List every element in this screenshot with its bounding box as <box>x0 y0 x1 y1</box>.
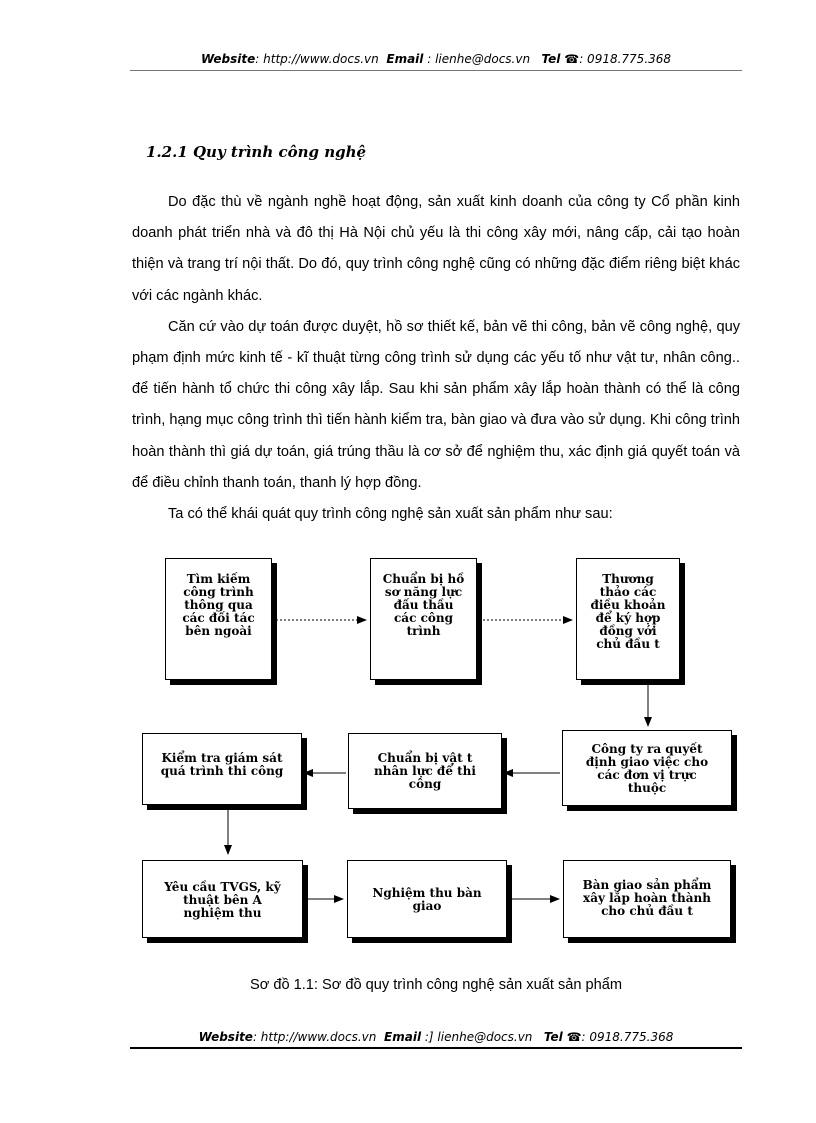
header-email-label: Email <box>386 52 424 66</box>
flow-box-acceptance-handover: Nghiệm thu bàn giao <box>347 860 507 938</box>
phone-icon: ☎ <box>564 52 580 66</box>
header-tel-label: Tel <box>541 52 561 66</box>
body-text <box>132 187 740 530</box>
header-tel-value: : 0918.775.368 <box>579 52 672 66</box>
header-rule <box>130 70 742 71</box>
footer-email-value: :] lienhe@docs.vn <box>424 1030 533 1044</box>
paragraph-2: Căn cứ vào dự toán được duyệt, hồ sơ thiết kế, bản vẽ thi công, bản vẽ công nghệ, quy phạm định mức kinh tế - kĩ thuật từng công trình sử dụng các yếu tố như vật tư, nhân công.. để tiến hành tổ chức thi công xây lắp. Sau khi sản phẩm xây lắp hoàn thành có thể là công trình, hạng mục công trình thì tiến hành kiểm tra, bàn giao và đưa vào sử dụng. Khi công trình hoàn thành thì giá dự toán, giá trúng thầu là cơ sở để nghiệm thu, xác định giá quyết toán và để điều chỉnh thanh toán, thanh lý hợp đồng. <box>132 318 740 491</box>
paragraph-3: Ta có thể khái quát quy trình công nghệ sản xuất sản phẩm như sau: <box>168 506 613 523</box>
footer-rule <box>130 1047 742 1049</box>
flow-box-prepare-bid: Chuẩn bị hồ sơ năng lực đấu thầu các công trình <box>370 558 477 680</box>
flow-box-find-projects: Tìm kiếm công trình thông qua các đối tác bên ngoài <box>165 558 272 680</box>
footer-email-label: Email <box>384 1030 422 1044</box>
flow-box-request-acceptance: Yêu cầu TVGS, kỹ thuật bên A nghiệm thu <box>142 860 303 938</box>
flow-box-assign-work: Công ty ra quyết định giao việc cho các đơn vị trực thuộc <box>562 730 732 806</box>
footer-tel-value: : 0918.775.368 <box>581 1030 674 1044</box>
footer-website-label: Website <box>198 1030 253 1044</box>
paragraph-1: Do đặc thù về ngành nghề hoạt động, sản xuất kinh doanh của công ty Cổ phần kinh doanh phát triển nhà và đô thị Hà Nội chủ yếu là thi công xây mới, nâng cấp, cải tạo hoàn thiện và trang trí nội thất. Do đó, quy trình công nghệ cũng có những đặc điểm riêng biệt khác với các ngành khác. <box>132 194 740 304</box>
header-website-label: Website <box>200 52 256 66</box>
page-header <box>130 52 742 66</box>
flow-box-negotiate-contract: Thương thảo các điều khoản để ký hợp đồng với chủ đầu t <box>576 558 680 680</box>
header-website-value: : http://www.docs.vn <box>255 52 379 66</box>
header-email-value: : lienhe@docs.vn <box>427 52 531 66</box>
footer-tel-label: Tel <box>543 1030 563 1044</box>
footer-website-value: : http://www.docs.vn <box>252 1030 377 1044</box>
page-footer <box>130 1030 742 1044</box>
flow-box-supervise-construction: Kiểm tra giám sát quá trình thi công <box>142 733 302 805</box>
phone-icon: ☎ <box>566 1030 582 1044</box>
section-title: 1.2.1 Quy trình công nghệ <box>146 143 367 161</box>
diagram-caption: Sơ đồ 1.1: Sơ đồ quy trình công nghệ sản xuất sản phẩm <box>249 977 623 993</box>
flow-box-prepare-resources: Chuẩn bị vật t nhân lực để thi công <box>348 733 502 809</box>
flow-box-deliver-product: Bàn giao sản phẩm xây lắp hoàn thành cho chủ đầu t <box>563 860 731 938</box>
